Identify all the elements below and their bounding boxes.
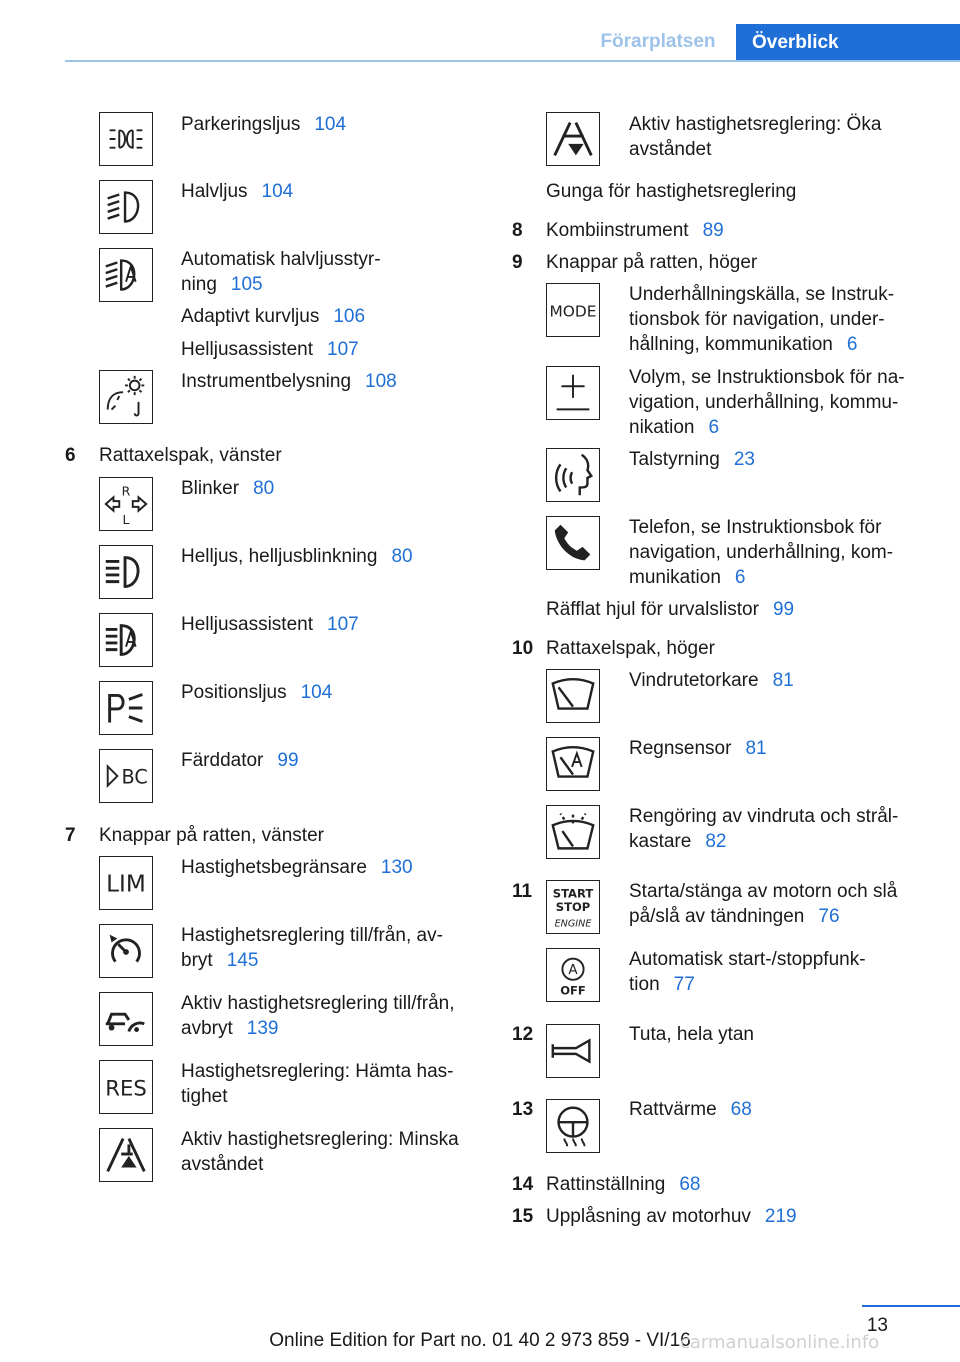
- item-text: Positionsljus 104: [181, 682, 333, 703]
- item-text: Aktiv hastighetsreglering till/från, avbryt 139: [181, 993, 455, 1039]
- page-ref-link[interactable]: 81: [745, 738, 767, 759]
- item-text: Blinker 80: [181, 478, 275, 499]
- page-ref-link[interactable]: 108: [365, 371, 397, 392]
- item-text: Gunga för hastighetsreglering: [546, 181, 797, 202]
- page-number: 13: [866, 1315, 888, 1336]
- item-text: Helljusassistent 107: [181, 614, 359, 635]
- item-text: Hastighetsreglering: Hämta has- tighet: [181, 1061, 454, 1107]
- turn-signal-icon: [99, 477, 153, 531]
- section-number: 15: [512, 1206, 534, 1227]
- item-text: Regnsensor 81: [629, 738, 767, 759]
- page-ref-link[interactable]: 107: [327, 339, 359, 360]
- page-ref-link[interactable]: 99: [277, 750, 299, 771]
- horn-icon: [546, 1024, 600, 1078]
- cruise-control-icon: [99, 924, 153, 978]
- increase-distance-icon: [546, 112, 600, 166]
- svg-text:A: A: [568, 962, 578, 979]
- auto-start-stop-icon: [546, 948, 600, 1002]
- section-title: Rattaxelspak, vänster: [99, 445, 282, 466]
- page-ref-link[interactable]: 99: [772, 599, 795, 620]
- header-tab: Överblick: [736, 24, 960, 62]
- item-text: Upplåsning av motorhuv 219: [546, 1206, 797, 1227]
- item-text: Automatisk halvljusstyr- ning 105: [181, 249, 381, 295]
- svg-text:L: L: [122, 512, 130, 528]
- page-ref-link[interactable]: 80: [253, 478, 275, 499]
- header-section: Förarplatsen: [600, 31, 716, 52]
- page-ref-link[interactable]: 139: [246, 1018, 279, 1039]
- item-text: Underhållningskälla, se Instruk- tionsbok för navigation, under- hållning, kommunikation 6: [629, 284, 895, 355]
- watermark: carmanualsonline.info: [680, 1332, 880, 1353]
- item-text: Hastighetsreglering till/från, av- bryt 145: [181, 925, 443, 971]
- phone-icon: [546, 516, 600, 570]
- page-ref-link[interactable]: 89: [702, 220, 724, 241]
- item-text: Helljus, helljusblinkning 80: [181, 546, 413, 567]
- page-ref-link[interactable]: 104: [261, 181, 294, 202]
- item-text: Halvljus 104: [181, 181, 294, 202]
- page-ref-link[interactable]: 130: [380, 857, 413, 878]
- page-ref-link[interactable]: 107: [327, 614, 359, 635]
- section-title: Knappar på ratten, höger: [546, 252, 758, 273]
- page-ref-link[interactable]: 104: [314, 114, 347, 135]
- page-ref-link[interactable]: 23: [733, 449, 755, 470]
- section-number: 12: [512, 1024, 534, 1045]
- auto-low-beam-icon: [99, 248, 153, 302]
- item-text: Volym, se Instruktionsbok för na- vigation, underhållning, kommu- nikation 6: [629, 367, 905, 438]
- page-ref-link[interactable]: 6: [708, 417, 720, 438]
- item-text: Telefon, se Instruktionsbok för navigation, underhållning, kom- munikation 6: [629, 517, 894, 588]
- active-cruise-control-icon: [99, 992, 153, 1046]
- instrument-lighting-icon: [99, 370, 153, 424]
- start-stop-button-icon: [546, 880, 600, 934]
- item-text: Starta/stänga av motorn och slå på/slå av tändningen 76: [629, 881, 898, 927]
- section-number: 14: [512, 1174, 534, 1195]
- page-ref-link[interactable]: 68: [679, 1174, 701, 1195]
- high-beam-assist-icon: [99, 613, 153, 667]
- item-text: Aktiv hastighetsreglering: Öka avståndet: [629, 114, 882, 160]
- page-ref-link[interactable]: 104: [300, 682, 333, 703]
- svg-text:START: START: [552, 886, 594, 901]
- washer-icon: [546, 805, 600, 859]
- item-text: Helljusassistent 107: [181, 339, 359, 360]
- high-beam-icon: [99, 545, 153, 599]
- page-ref-link[interactable]: 76: [818, 906, 840, 927]
- page-ref-link[interactable]: 106: [333, 306, 366, 327]
- svg-text:R: R: [121, 483, 131, 499]
- position-light-icon: [99, 681, 153, 735]
- page-ref-link[interactable]: 68: [730, 1099, 752, 1120]
- section-number: 6: [65, 445, 76, 466]
- item-text: Adaptivt kurvljus 106: [181, 306, 366, 327]
- item-text: Aktiv hastighetsreglering: Minska avståndet: [181, 1129, 459, 1175]
- svg-text:RES: RES: [105, 1075, 147, 1101]
- item-text: Räfflat hjul för urvalslistor 99: [546, 599, 795, 620]
- page-ref-link[interactable]: 82: [705, 831, 727, 852]
- page-number-rule: [862, 1305, 960, 1307]
- parking-light-icon: [99, 112, 153, 166]
- item-text: Instrumentbelysning 108: [181, 371, 397, 392]
- section-title: Rattaxelspak, höger: [546, 638, 715, 659]
- item-text: Hastighetsbegränsare 130: [181, 857, 413, 878]
- page-ref-link[interactable]: 145: [226, 950, 259, 971]
- item-text: Tuta, hela ytan: [629, 1024, 754, 1045]
- page-ref-link[interactable]: 80: [391, 546, 413, 567]
- page-ref-link[interactable]: 77: [673, 974, 695, 995]
- section-number: 13: [512, 1099, 534, 1120]
- page-ref-link[interactable]: 81: [772, 670, 794, 691]
- svg-text:MODE: MODE: [549, 302, 597, 321]
- volume-icon: [546, 366, 600, 420]
- footer-edition: Online Edition for Part no. 01 40 2 973 859 - VI/16: [269, 1330, 691, 1351]
- svg-text:LIM: LIM: [106, 871, 146, 898]
- voice-control-icon: [546, 448, 600, 502]
- svg-text:STOP: STOP: [555, 899, 591, 914]
- section-title: Knappar på ratten, vänster: [99, 825, 324, 846]
- item-text: Rengöring av vindruta och strål- kastare 82: [629, 806, 899, 852]
- resume-speed-icon: [99, 1060, 153, 1114]
- section-number: 10: [512, 638, 534, 659]
- wiper-icon: [546, 669, 600, 723]
- svg-text:BC: BC: [121, 765, 148, 789]
- svg-text:ENGINE: ENGINE: [554, 918, 592, 930]
- item-text: Färddator 99: [181, 750, 299, 771]
- section-number: 7: [65, 825, 76, 846]
- item-text: Rattinställning 68: [546, 1174, 701, 1195]
- item-text: Automatisk start-/stoppfunk- tion 77: [629, 949, 866, 995]
- mode-button-icon: [546, 283, 600, 337]
- decrease-distance-icon: [99, 1128, 153, 1182]
- rain-sensor-icon: [546, 737, 600, 791]
- section-number: 8: [512, 220, 523, 241]
- section-title: Kombiinstrument 89: [546, 220, 724, 241]
- speed-limiter-icon: [99, 856, 153, 910]
- page-ref-link[interactable]: 219: [764, 1206, 797, 1227]
- header-rule: [65, 60, 960, 62]
- item-text: Vindrutetorkare 81: [629, 670, 794, 691]
- item-text: Talstyrning 23: [629, 449, 755, 470]
- page-ref-link[interactable]: 6: [734, 567, 746, 588]
- svg-text:OFF: OFF: [560, 983, 586, 998]
- steering-heating-icon: [546, 1099, 600, 1153]
- trip-computer-icon: [99, 749, 153, 803]
- section-number: 9: [512, 252, 523, 273]
- item-text: Rattvärme 68: [629, 1099, 752, 1120]
- item-text: Parkeringsljus 104: [181, 114, 347, 135]
- section-number: 11: [512, 881, 533, 902]
- page-ref-link[interactable]: 6: [846, 334, 858, 355]
- page-ref-link[interactable]: 105: [230, 274, 263, 295]
- low-beam-icon: [99, 180, 153, 234]
